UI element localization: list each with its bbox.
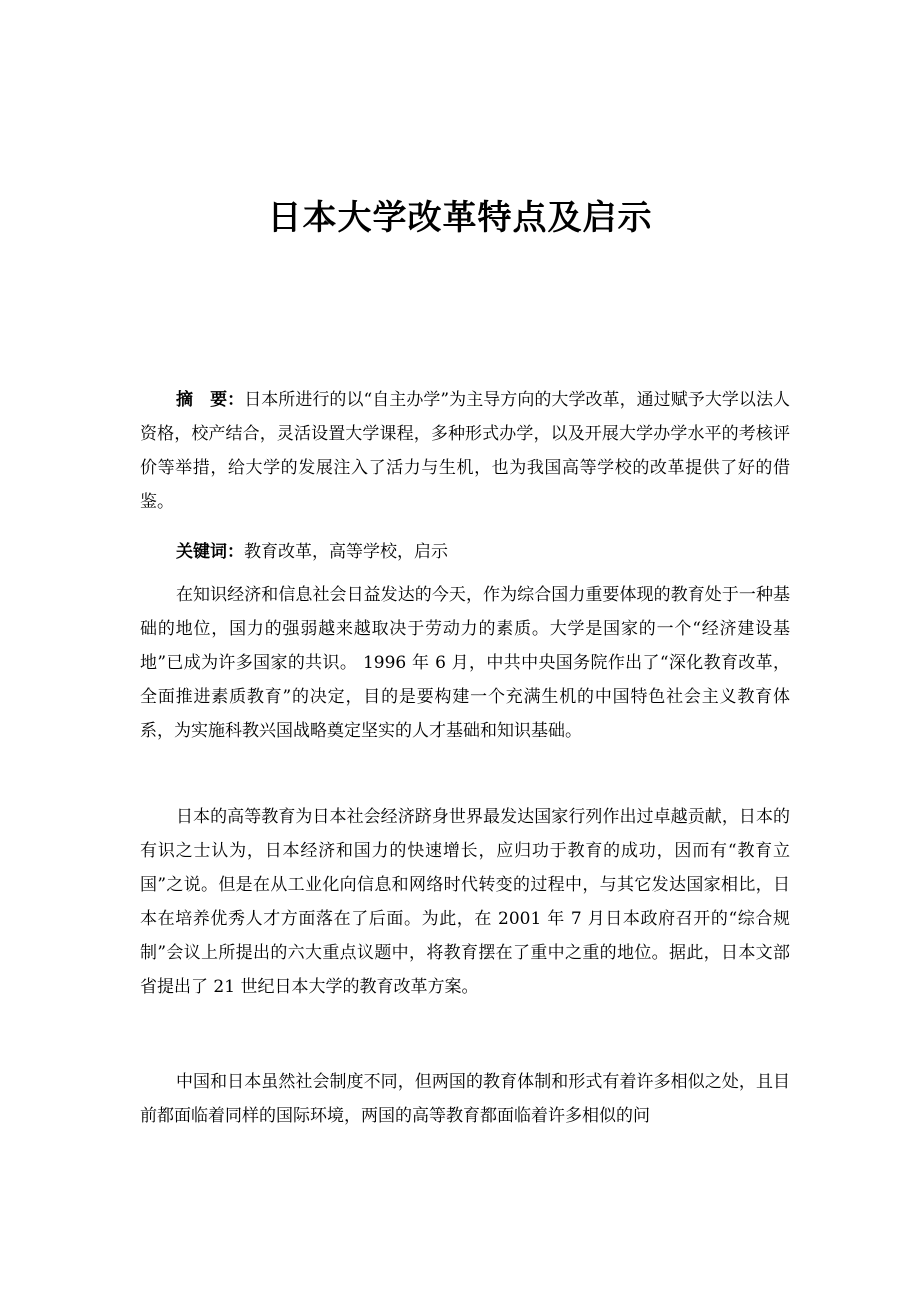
body-paragraph-1-section <box>140 578 790 748</box>
body-paragraph-3-section <box>140 1065 790 1133</box>
abstract-paragraph <box>140 383 790 519</box>
body-paragraph-1: 在知识经济和信息社会日益发达的今天，作为综合国力重要体现的教育处于一种基础的地位，国力的强弱越来越取决于劳动力的素质。大学是国家的一个“经济建设基地”已成为许多国家的共识。 1996 年 6 月，中共中央国务院作出了“深化教育改革，全面推进素质教育”的决定，目的是要构建一个充满生机的中国特色社会主义教育体系，为实施科教兴国战略奠定坚实的人才基础和知识基础。 <box>140 585 790 741</box>
abstract-label: 摘 要： <box>176 390 245 410</box>
body-paragraph-2-section <box>140 800 790 1004</box>
keywords-text: 教育改革，高等学校，启示 <box>244 542 448 562</box>
body-paragraph-3: 中国和日本虽然社会制度不同，但两国的教育体制和形式有着许多相似之处，且目前都面临着同样的国际环境，两国的高等教育都面临着许多相似的问 <box>140 1072 790 1126</box>
abstract-text: 日本所进行的以“自主办学”为主导方向的大学改革，通过赋予大学以法人资格，校产结合，灵活设置大学课程，多种形式办学，以及开展大学办学水平的考核评价等举措，给大学的发展注入了活力与生机，也为我国高等学校的改革提供了好的借鉴。 <box>140 390 790 512</box>
abstract-section <box>140 383 790 519</box>
document-title: 日本大学改革特点及启示 <box>267 198 653 238</box>
body-paragraph-2: 日本的高等教育为日本社会经济跻身世界最发达国家行列作出过卓越贡献，日本的有识之士认为，日本经济和国力的快速增长，应归功于教育的成功，因而有“教育立国”之说。但是在从工业化向信息和网络时代转变的过程中，与其它发达国家相比，日本在培养优秀人才方面落在了后面。为此，在 2001 年 7 月日本政府召开的“综合规制”会议上所提出的六大重点议题中，将教育摆在了重中之重的地位。据此，日本文部省提出了 21 世纪日本大学的教育改革方案。 <box>140 807 790 997</box>
keywords-paragraph <box>140 535 790 569</box>
keywords-label: 关键词： <box>176 542 244 562</box>
keywords-section <box>140 535 790 569</box>
